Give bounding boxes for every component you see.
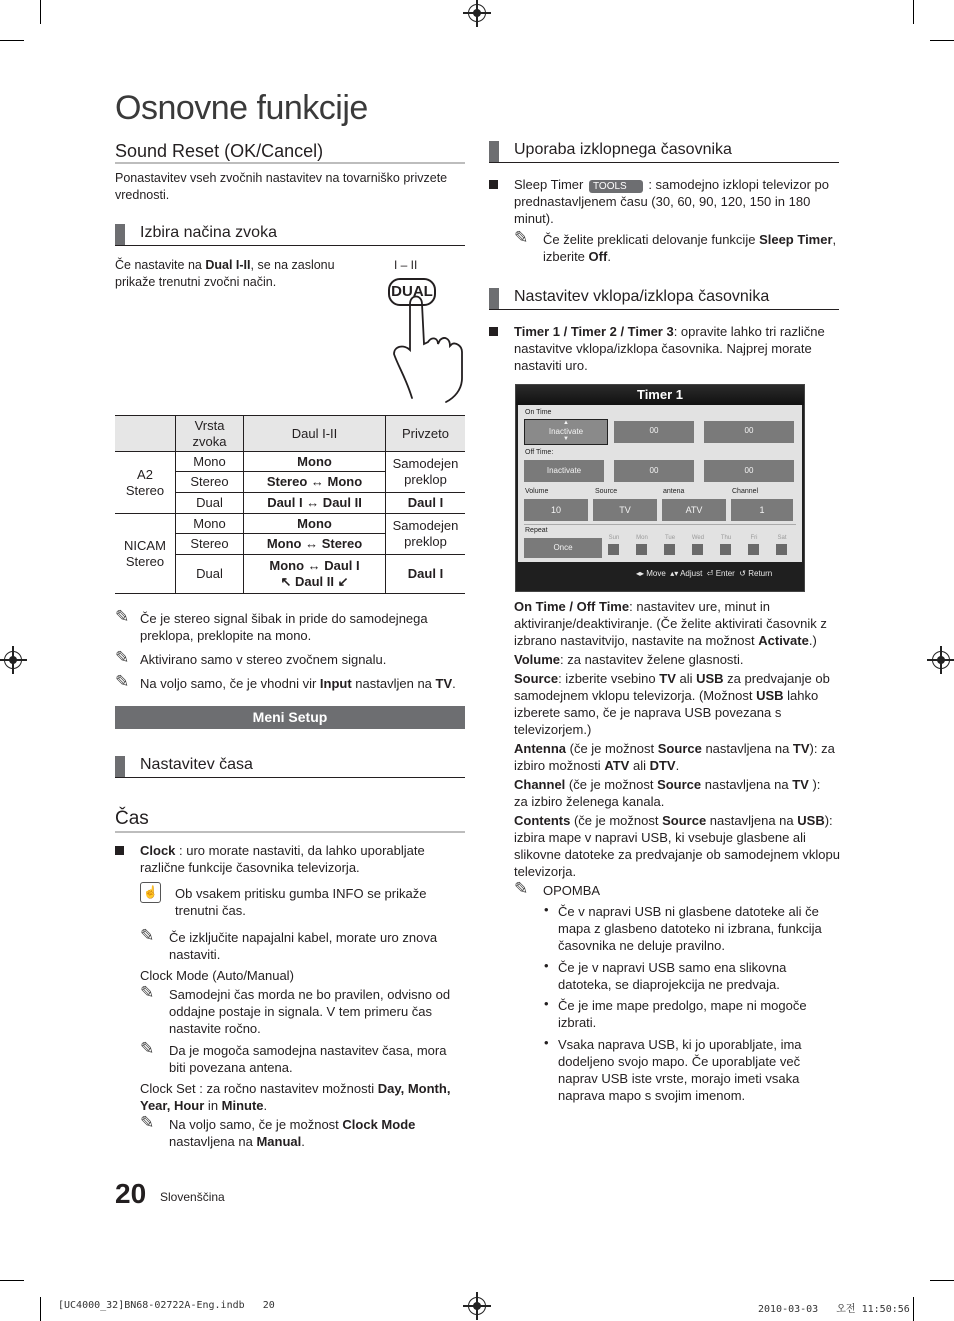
table-cell: Mono xyxy=(244,452,386,472)
osd-antenna[interactable]: ATV xyxy=(662,499,726,521)
osd-day-label: Thu xyxy=(720,535,732,541)
note-text: Če izključite napajalni kabel, morate uro znova nastaviti. xyxy=(169,930,438,962)
osd-off-hour[interactable]: 00 xyxy=(614,460,694,482)
table-cell: Mono xyxy=(244,514,386,534)
note-icon: ✎ xyxy=(115,607,130,626)
desc-source: Source: izberite vsebino TV ali USB za predvajanje ob samodejnem vklopu televizorja. (Možnost USB lahko izberete samo, če je naprava USB povezana s televizorjem.) xyxy=(514,671,830,737)
sound-reset-heading: Sound Reset (OK/Cancel) xyxy=(115,141,324,161)
onoff-heading: Nastavitev vklopa/izklopa časovnika xyxy=(514,288,770,305)
osd-label: Channel xyxy=(732,488,759,495)
tools-badge: TOOLS xyxy=(589,180,643,193)
osd-day-label: Tue xyxy=(664,535,676,541)
desc-contents: Contents (če je možnost Source nastavljena na USB): izbira mape v napravi USB, ki vsebuje glasbene ali slikovne datoteke za predvajanje ob samodejnem vklopu televizorja. xyxy=(514,813,840,879)
subheading-bar xyxy=(489,288,499,309)
osd-label: antena xyxy=(663,488,685,495)
sound-reset-text: Ponastavitev vseh zvočnih nastavitev na tovarniško privzete vrednosti. xyxy=(115,171,448,202)
desc-volume: Volume: za nastavitev želene glasnosti. xyxy=(514,652,744,667)
col-header-default: Privzeto xyxy=(386,416,466,452)
sound-mode-text: Če nastavite na Dual I-II, se na zaslonu prikaže trenutni zvočni način. xyxy=(115,258,335,289)
registration-mark-icon xyxy=(468,4,486,22)
footer-timestamp: 2010-03-03 오전 11:50:56 xyxy=(758,1304,910,1315)
note-text: Aktivirano samo v stereo zvočnem signalu. xyxy=(140,652,387,667)
adjust-icon: ▴▾ xyxy=(670,569,679,578)
osd-label: Volume xyxy=(525,488,549,495)
col-header-dual: Daul I-II xyxy=(244,416,386,452)
note-icon: ✎ xyxy=(514,228,529,247)
desc-channel: Channel (če je možnost Source nastavljena na TV ): za izbiro želenega kanala. xyxy=(514,777,821,809)
note-icon: ✎ xyxy=(514,879,529,898)
col-header-type: Vrsta zvoka xyxy=(176,416,244,452)
note-text: Da je mogoča samodejna nastavitev časa, mora biti povezana antena. xyxy=(169,1043,447,1075)
note-icon: ✎ xyxy=(140,983,155,1002)
subheading-bar xyxy=(115,224,125,245)
osd-day-checkbox[interactable] xyxy=(692,544,703,555)
timer-osd-screenshot xyxy=(515,384,805,592)
osd-day-checkbox[interactable] xyxy=(608,544,619,555)
note-text: Samodejni čas morda ne bo pravilen, odvisno od oddajne postaje in signala. V tem primeru čas nastavite ročno. xyxy=(169,987,451,1036)
table-cell: Stereo xyxy=(176,472,244,493)
osd-channel[interactable]: 1 xyxy=(731,499,793,521)
table-cell: Mono xyxy=(176,514,244,534)
osd-nav-bar: ◂▸ Move ▴▾ Adjust ⏎ Enter ↺ Return xyxy=(636,569,773,578)
bullet-dot: • xyxy=(544,902,549,917)
osd-label: Repeat xyxy=(525,527,548,534)
desc-antenna: Antenna (če je možnost Source nastavljena na TV): za izbiro možnosti ATV ali DTV. xyxy=(514,741,835,773)
bullet-square xyxy=(489,180,498,189)
crop-mark xyxy=(0,40,24,41)
table-cell: Daul I ↔ Daul II xyxy=(244,493,386,514)
subheading-rule xyxy=(489,162,839,163)
time-setting-heading: Nastavitev časa xyxy=(140,756,253,773)
subheading-rule xyxy=(489,309,839,310)
crop-mark xyxy=(40,1297,41,1321)
sleep-text: Sleep Timer TOOLS : samodejno izklopi televizor po prednastavljenem času (30, 60, 90, 120, 150 in 180 minut). xyxy=(514,177,829,226)
note-icon: ✎ xyxy=(115,648,130,667)
return-icon: ↺ xyxy=(739,569,746,578)
crop-mark xyxy=(930,1280,954,1281)
onoff-text: Timer 1 / Timer 2 / Timer 3: opravite lahko tri različne nastavitve vklopa/izklopa časovnika. Najprej morate nastaviti uro. xyxy=(514,324,825,373)
osd-label: Source xyxy=(595,488,618,495)
opomba-item: Vsaka naprava USB, ki jo uporabljate, ima dodeljeno svojo mapo. Če uporabljate več naprav USB iste vrste, morajo imeti vsaka naprava mapo s svojim imenom. xyxy=(558,1037,802,1103)
osd-day-label: Wed xyxy=(691,535,705,541)
table-cell: Dual xyxy=(176,493,244,514)
page-language: Slovenščina xyxy=(160,1190,225,1204)
crop-mark xyxy=(40,0,41,24)
subheading-bar xyxy=(489,141,499,162)
crop-mark xyxy=(0,1280,24,1281)
cas-heading: Čas xyxy=(115,808,149,829)
table-cell: Stereo ↔ Mono xyxy=(244,472,386,493)
opomba-label: OPOMBA xyxy=(543,883,601,898)
bullet-dot: • xyxy=(544,1035,549,1050)
row-group-label: NICAM Stereo xyxy=(115,514,176,594)
osd-day-checkbox[interactable] xyxy=(748,544,759,555)
page-number: 20 xyxy=(115,1178,147,1209)
bullet-dot: • xyxy=(544,996,549,1011)
registration-mark-icon xyxy=(932,651,950,669)
osd-title: Timer 1 xyxy=(516,385,804,405)
page-title: Osnovne funkcije xyxy=(115,89,368,127)
table-cell: Stereo xyxy=(176,534,244,555)
remote-dual-illustration xyxy=(380,258,470,406)
enter-icon: ⏎ xyxy=(706,569,714,578)
heading-rule xyxy=(115,162,465,164)
registration-mark-icon xyxy=(468,1297,486,1315)
osd-label: On Time xyxy=(525,409,552,416)
table-cell: Mono ↔ Stereo xyxy=(244,534,386,555)
bullet-square xyxy=(489,327,498,336)
osd-repeat[interactable]: Once xyxy=(524,538,602,558)
osd-day-label: Sun xyxy=(608,535,620,541)
note-icon: ✎ xyxy=(140,926,155,945)
crop-mark xyxy=(913,0,914,24)
bullet-square xyxy=(115,846,124,855)
osd-day-checkbox[interactable] xyxy=(664,544,675,555)
osd-day-checkbox[interactable] xyxy=(720,544,731,555)
osd-day-label: Mon xyxy=(636,535,648,541)
table-cell: Mono xyxy=(176,452,244,472)
note-icon: ✎ xyxy=(140,1113,155,1132)
osd-day-label: Fri xyxy=(750,535,758,541)
clock-mode-label: Clock Mode (Auto/Manual) xyxy=(140,968,294,983)
osd-day-checkbox[interactable] xyxy=(776,544,787,555)
osd-source[interactable]: TV xyxy=(593,499,657,521)
hand-icon xyxy=(380,286,470,404)
subheading-rule xyxy=(115,245,465,246)
osd-on-hour[interactable]: 00 xyxy=(614,421,694,443)
opomba-item: Če je v napravi USB samo ena slikovna datoteka, se diaprojekcija ne predvaja. xyxy=(558,960,787,992)
info-note-text: Ob vsakem pritisku gumba INFO se prikaže trenutni čas. xyxy=(175,886,427,918)
footer-file-info: [UC4000_32]BN68-02722A-Eng.indb 20 xyxy=(58,1300,275,1311)
table-cell: Samodejen preklop xyxy=(386,452,466,493)
osd-on-minute[interactable]: 00 xyxy=(704,421,794,443)
note-icon: ✎ xyxy=(115,672,130,691)
subheading-bar xyxy=(115,756,125,777)
heading-rule xyxy=(115,831,465,833)
bullet-dot: • xyxy=(544,958,549,973)
osd-volume[interactable]: 10 xyxy=(524,499,588,521)
remote-label-top: I – II xyxy=(394,258,418,272)
note-text: Na voljo samo, če je vhodni vir Input nastavljen na TV. xyxy=(140,676,456,691)
sound-mode-table xyxy=(115,415,465,594)
subheading-rule xyxy=(115,777,465,778)
osd-divider xyxy=(524,524,796,525)
move-icon: ◂▸ xyxy=(636,569,645,578)
clock-text: Clock : uro morate nastaviti, da lahko uporabljate različne funkcije časovnika televizorja. xyxy=(140,843,425,875)
osd-off-status[interactable]: Inactivate xyxy=(524,460,604,482)
table-cell: Samodejen preklop xyxy=(386,514,466,555)
note-text: Če je stereo signal šibak in pride do samodejnega preklopa, preklopite na mono. xyxy=(140,611,428,643)
crop-mark xyxy=(930,40,954,41)
osd-off-minute[interactable]: 00 xyxy=(704,460,794,482)
table-cell: Daul I xyxy=(386,555,466,594)
osd-day-label: Sat xyxy=(777,535,787,541)
opomba-item: Če je ime mape predolgo, mape ni mogoče izbrati. xyxy=(558,998,807,1030)
osd-day-checkbox[interactable] xyxy=(636,544,647,555)
note-text: Na voljo samo, če je možnost Clock Mode nastavljena na Manual. xyxy=(169,1117,416,1149)
table-cell: Dual xyxy=(176,555,244,594)
note-icon: ✎ xyxy=(140,1039,155,1058)
table-cell: Mono ↔ Daul I ↖ Daul II ↙ xyxy=(244,555,386,594)
menu-setup-banner: Meni Setup xyxy=(115,706,465,729)
sleep-heading: Uporaba izklopnega časovnika xyxy=(514,141,732,158)
note-text: Če želite preklicati delovanje funkcije Sleep Timer, izberite Off. xyxy=(543,232,837,264)
osd-on-status[interactable]: ▲ Inactivate ▼ xyxy=(524,419,608,445)
clock-set-text: Clock Set : za ročno nastavitev možnosti Day, Month, Year, Hour in Minute. xyxy=(140,1081,451,1113)
info-button-icon: ☝ xyxy=(140,882,161,903)
registration-mark-icon xyxy=(4,651,22,669)
crop-mark xyxy=(913,1297,914,1321)
dual-button: DUAL xyxy=(388,278,436,306)
table-cell: Daul I xyxy=(386,493,466,514)
row-group-label: A2 Stereo xyxy=(115,452,176,514)
sound-mode-heading: Izbira načina zvoka xyxy=(140,224,277,241)
osd-label: Off Time: xyxy=(525,449,554,456)
opomba-item: Če v napravi USB ni glasbene datoteke ali če mapa z glasbeno datoteko ni izbrana, funkcija časovnika ne deluje pravilno. xyxy=(558,904,822,953)
desc-on-time: On Time / Off Time: nastavitev ure, minut in aktiviranje/deaktiviranje. (Če želite aktivirati časovnik z izbrano nastavitvijo, nastavite na možnost Activate.) xyxy=(514,599,827,648)
